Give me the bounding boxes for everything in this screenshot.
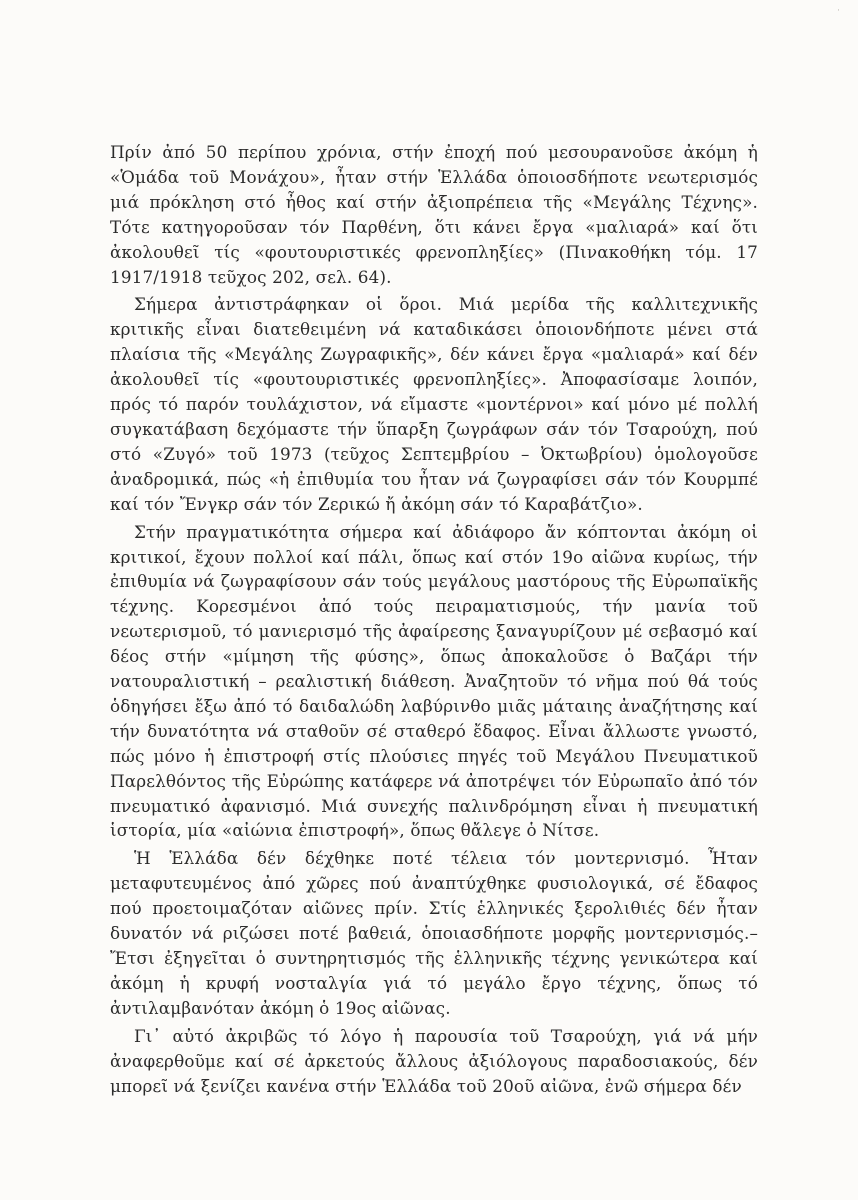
paragraph-4: Ἡ Ἑλλάδα δέν δέχθηκε ποτέ τέλεια τόν μοντερνισμό. Ἦταν μεταφυτευμένος ἀπό χῶρες πού ἀναπτύχθηκε φυσιολογικά, σέ ἔδαφος πού προετοιμαζόταν αἰῶνες πρίν. Στίς ἑλληνικές ξερολιθιές δέν ἦταν δυνατόν νά ριζώσει ποτέ βαθειά, ὁποιασδήποτε μορφῆς μοντερνισμός.– Ἔτσι ἐξηγεῖται ὁ συντηρητισμός τῆς ἑλληνικῆς τέχνης γενικώτερα καί ἀκόμη ἡ κρυφή νοσταλγία γιά τό μεγάλο ἔργο τέχνης, ὅπως τό ἀντιλαμβανόταν ἀκόμη ὁ 19ος αἰῶνας. [110, 848, 758, 1018]
paragraph-5: Γι᾽ αὐτό ἀκριβῶς τό λόγο ἡ παρουσία τοῦ Τσαρούχη, γιά νά μήν ἀναφερθοῦμε καί σέ ἀρκετούς ἄλλους ἀξιόλογους παραδοσιακούς, δέν μπορεῖ νά ξενίζει κανένα στήν Ἑλλάδα τοῦ 20οῦ αἰῶνα, ἐνῶ σήμερα δέν [110, 1025, 758, 1096]
corner-mark: · [837, 6, 840, 16]
paragraph-1: Πρίν ἀπό 50 περίπου χρόνια, στήν ἐποχή πού μεσουρανοῦσε ἀκόμη ἡ «Ὁμάδα τοῦ Μονάχου», ἦταν στήν Ἑλλάδα ὁποιοσδήποτε νεωτερισμός μιά πρόκληση στό ἦθος καί στήν ἀξιοπρέπεια τῆς «Μεγάλης Τέχνης». Τότε κατηγοροῦσαν τόν Παρθένη, ὅτι κάνει ἔργα «μαλιαρά» καί ὅτι ἀκολουθεῖ τίς «φουτουριστικές φρενοπληξίες» (Πινακοθήκη τόμ. 17 1917/1918 τεῦχος 202, σελ. 64). [110, 142, 758, 287]
body-text [110, 140, 758, 1098]
paragraph-2: Σήμερα ἀντιστράφηκαν οἱ ὅροι. Μιά μερίδα τῆς καλλιτεχνικῆς κριτικῆς εἶναι διατεθειμένη νά καταδικάσει ὁποιονδήποτε μένει στά πλαίσια τῆς «Μεγάλης Ζωγραφικῆς», δέν κάνει ἔργα «μαλιαρά» καί δέν ἀκολουθεῖ τίς «φουτουριστικές φρενοπληξίες». Ἀποφασίσαμε λοιπόν, πρός τό παρόν τουλάχιστον, νά εἴμαστε «μοντέρνοι» καί μόνο μέ πολλή συγκατάβαση δεχόμαστε τήν ὕπαρξη ζωγράφων σάν τόν Τσαρούχη, πού στό «Ζυγό» τοῦ 1973 (τεῦχος Σεπτεμβρίου – Ὀκτωβρίου) ὁμολογοῦσε ἀναδρομικά, πώς «ἡ ἐπιθυμία του ἦταν νά ζωγραφίσει σάν τόν Κουρμπέ καί τόν Ἔνγκρ σάν τόν Ζερικώ ἤ ἀκόμη σάν τό Καραβάτζιο». [110, 294, 758, 514]
paragraph-3: Στήν πραγματικότητα σήμερα καί ἀδιάφορο ἄν κόπτονται ἀκόμη οἱ κριτικοί, ἔχουν πολλοί καί πάλι, ὅπως καί στόν 19ο αἰῶνα κυρίως, τήν ἐπιθυμία νά ζωγραφίσουν σάν τούς μεγάλους μαστόρους τῆς Εὐρωπαϊκῆς τέχνης. Κορεσμένοι ἀπό τούς πειραματισμούς, τήν μανία τοῦ νεωτερισμοῦ, τό μανιερισμό τῆς ἀφαίρεσης ξαναγυρίζουν μέ σεβασμό καί δέος στήν «μίμηση τῆς φύσης», ὅπως ἀποκαλοῦσε ὁ Βαζάρι τήν νατουραλιστική – ρεαλιστική διάθεση. Ἀναζητοῦν τό νῆμα πού θά τούς ὁδηγήσει ἔξω ἀπό τό δαιδαλώδη λαβύρινθο μιᾶς μάταιης ἀναζήτησης καί τήν δυνατότητα νά σταθοῦν σέ σταθερό ἔδαφος. Εἶναι ἄλλωστε γνωστό, πώς μόνο ἡ ἐπιστροφή στίς πλούσιες πηγές τοῦ Μεγάλου Πνευματικοῦ Παρελθόντος τῆς Εὐρώπης κατάφερε νά ἀποτρέψει τόν Εὐρωπαῖο ἀπό τόν πνευματικό ἀφανισμό. Μιά συνεχής παλινδρόμηση εἶναι ἡ πνευματική ἱστορία, μία «αἰώνια ἐπιστροφή», ὅπως θἄλεγε ὁ Νίτσε. [110, 521, 758, 841]
